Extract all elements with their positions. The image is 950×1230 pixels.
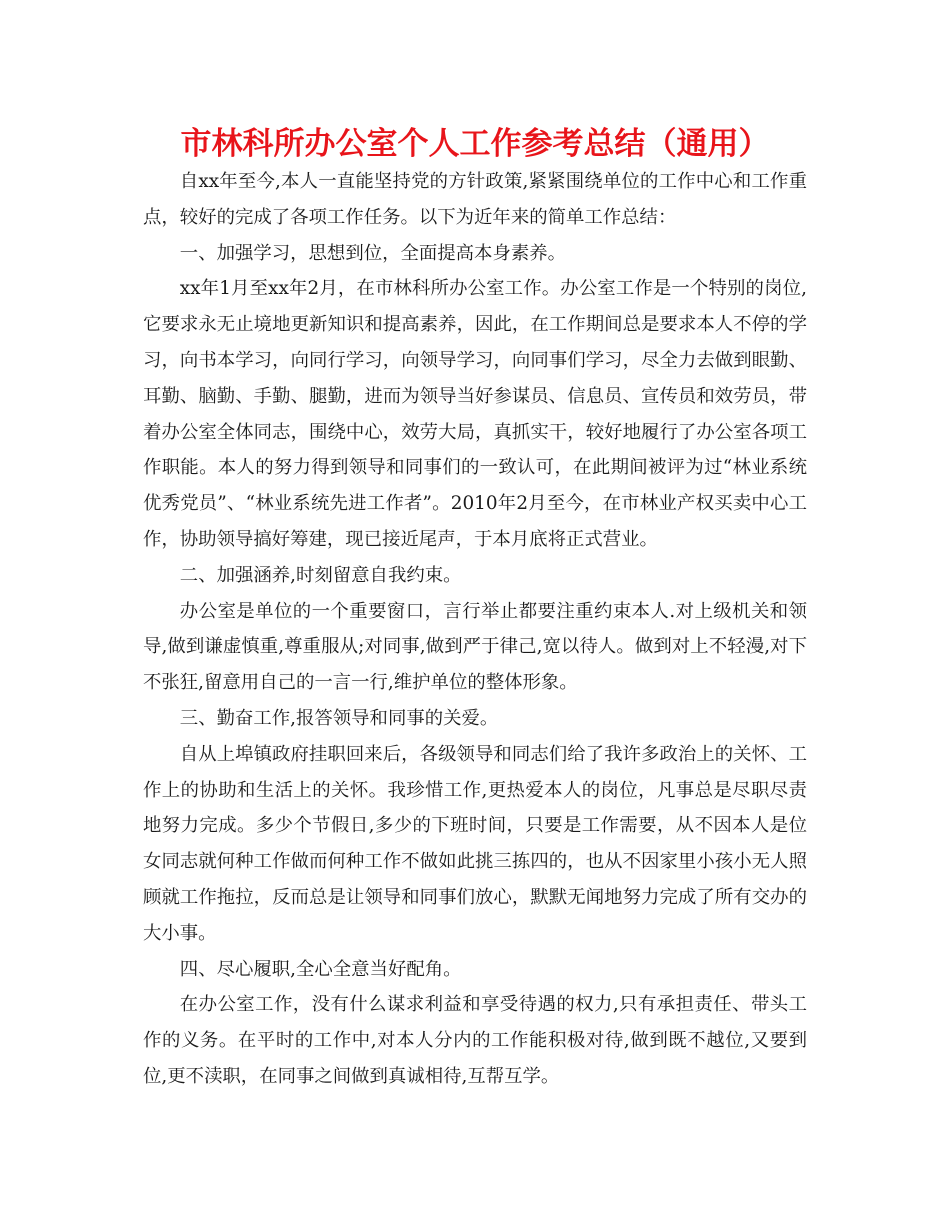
section-heading-4: 四、尽心履职,全心全意当好配角。: [179, 958, 462, 980]
document-title: 市林科所办公室个人工作参考总结（通用）: [180, 126, 770, 162]
paragraph-section-1: xx年1月至xx年2月，在市林科所办公室工作。办公室工作是一个特别的岗位,它要求永无止境地更新知识和提高素养，因此，在工作期间总是要求本人不停的学习，向书本学习，向同行学习，向领导学习，向同事们学习，尽全力去做到眼勤、耳勤、脑勤、手勤、腿勤，进而为领导当好参谋员、信息员、宣传员和效劳员，带着办公室全体同志，围绕中心，效劳大局，真抓实干，较好地履行了办公室各项工作职能。本人的努力得到领导和同事们的一致认可，在此期间被评为过“林业系统优秀党员”、“林业系统先进工作者”。2010年2月至今，在市林业产权买卖中心工作，协助领导搞好筹建，现已接近尾声，于本月底将正式营业。: [143, 278, 807, 550]
document-body: [143, 164, 807, 1095]
section-heading-1: 一、加强学习，思想到位，全面提高本身素养。: [179, 242, 567, 264]
section-heading-3: 三、勤奋工作,报答领导和同事的关爱。: [179, 707, 499, 729]
paragraph-section-4: 在办公室工作，没有什么谋求利益和享受待遇的权力,只有承担责任、带头工作的义务。在平时的工作中,对本人分内的工作能积极对待,做到既不越位,又要到位,更不渎职，在同事之间做到真诚相待,互帮互学。: [143, 994, 807, 1087]
paragraph-section-3: 自从上埠镇政府挂职回来后，各级领导和同志们给了我许多政治上的关怀、工作上的协助和生活上的关怀。我珍惜工作,更热爱本人的岗位，凡事总是尽职尽责地努力完成。多少个节假日,多少的下班时间，只要是工作需要，从不因本人是位女同志就何种工作做而何种工作不做如此挑三拣四的，也从不因家里小孩小无人照顾就工作拖拉，反而总是让领导和同事们放心，默默无闻地努力完成了所有交办的大小事。: [143, 743, 807, 944]
paragraph-intro: 自xx年至今,本人一直能坚持党的方针政策,紧紧围绕单位的工作中心和工作重点，较好的完成了各项工作任务。以下为近年来的简单工作总结：: [143, 171, 807, 228]
paragraph-section-2: 办公室是单位的一个重要窗口，言行举止都要注重约束本人.对上级机关和领导,做到谦虚慎重,尊重服从;对同事,做到严于律己,宽以待人。做到对上不轻漫,对下不张狂,留意用自己的一言一行,维护单位的整体形象。: [143, 600, 807, 694]
section-heading-2: 二、加强涵养,时刻留意自我约束。: [179, 564, 462, 586]
